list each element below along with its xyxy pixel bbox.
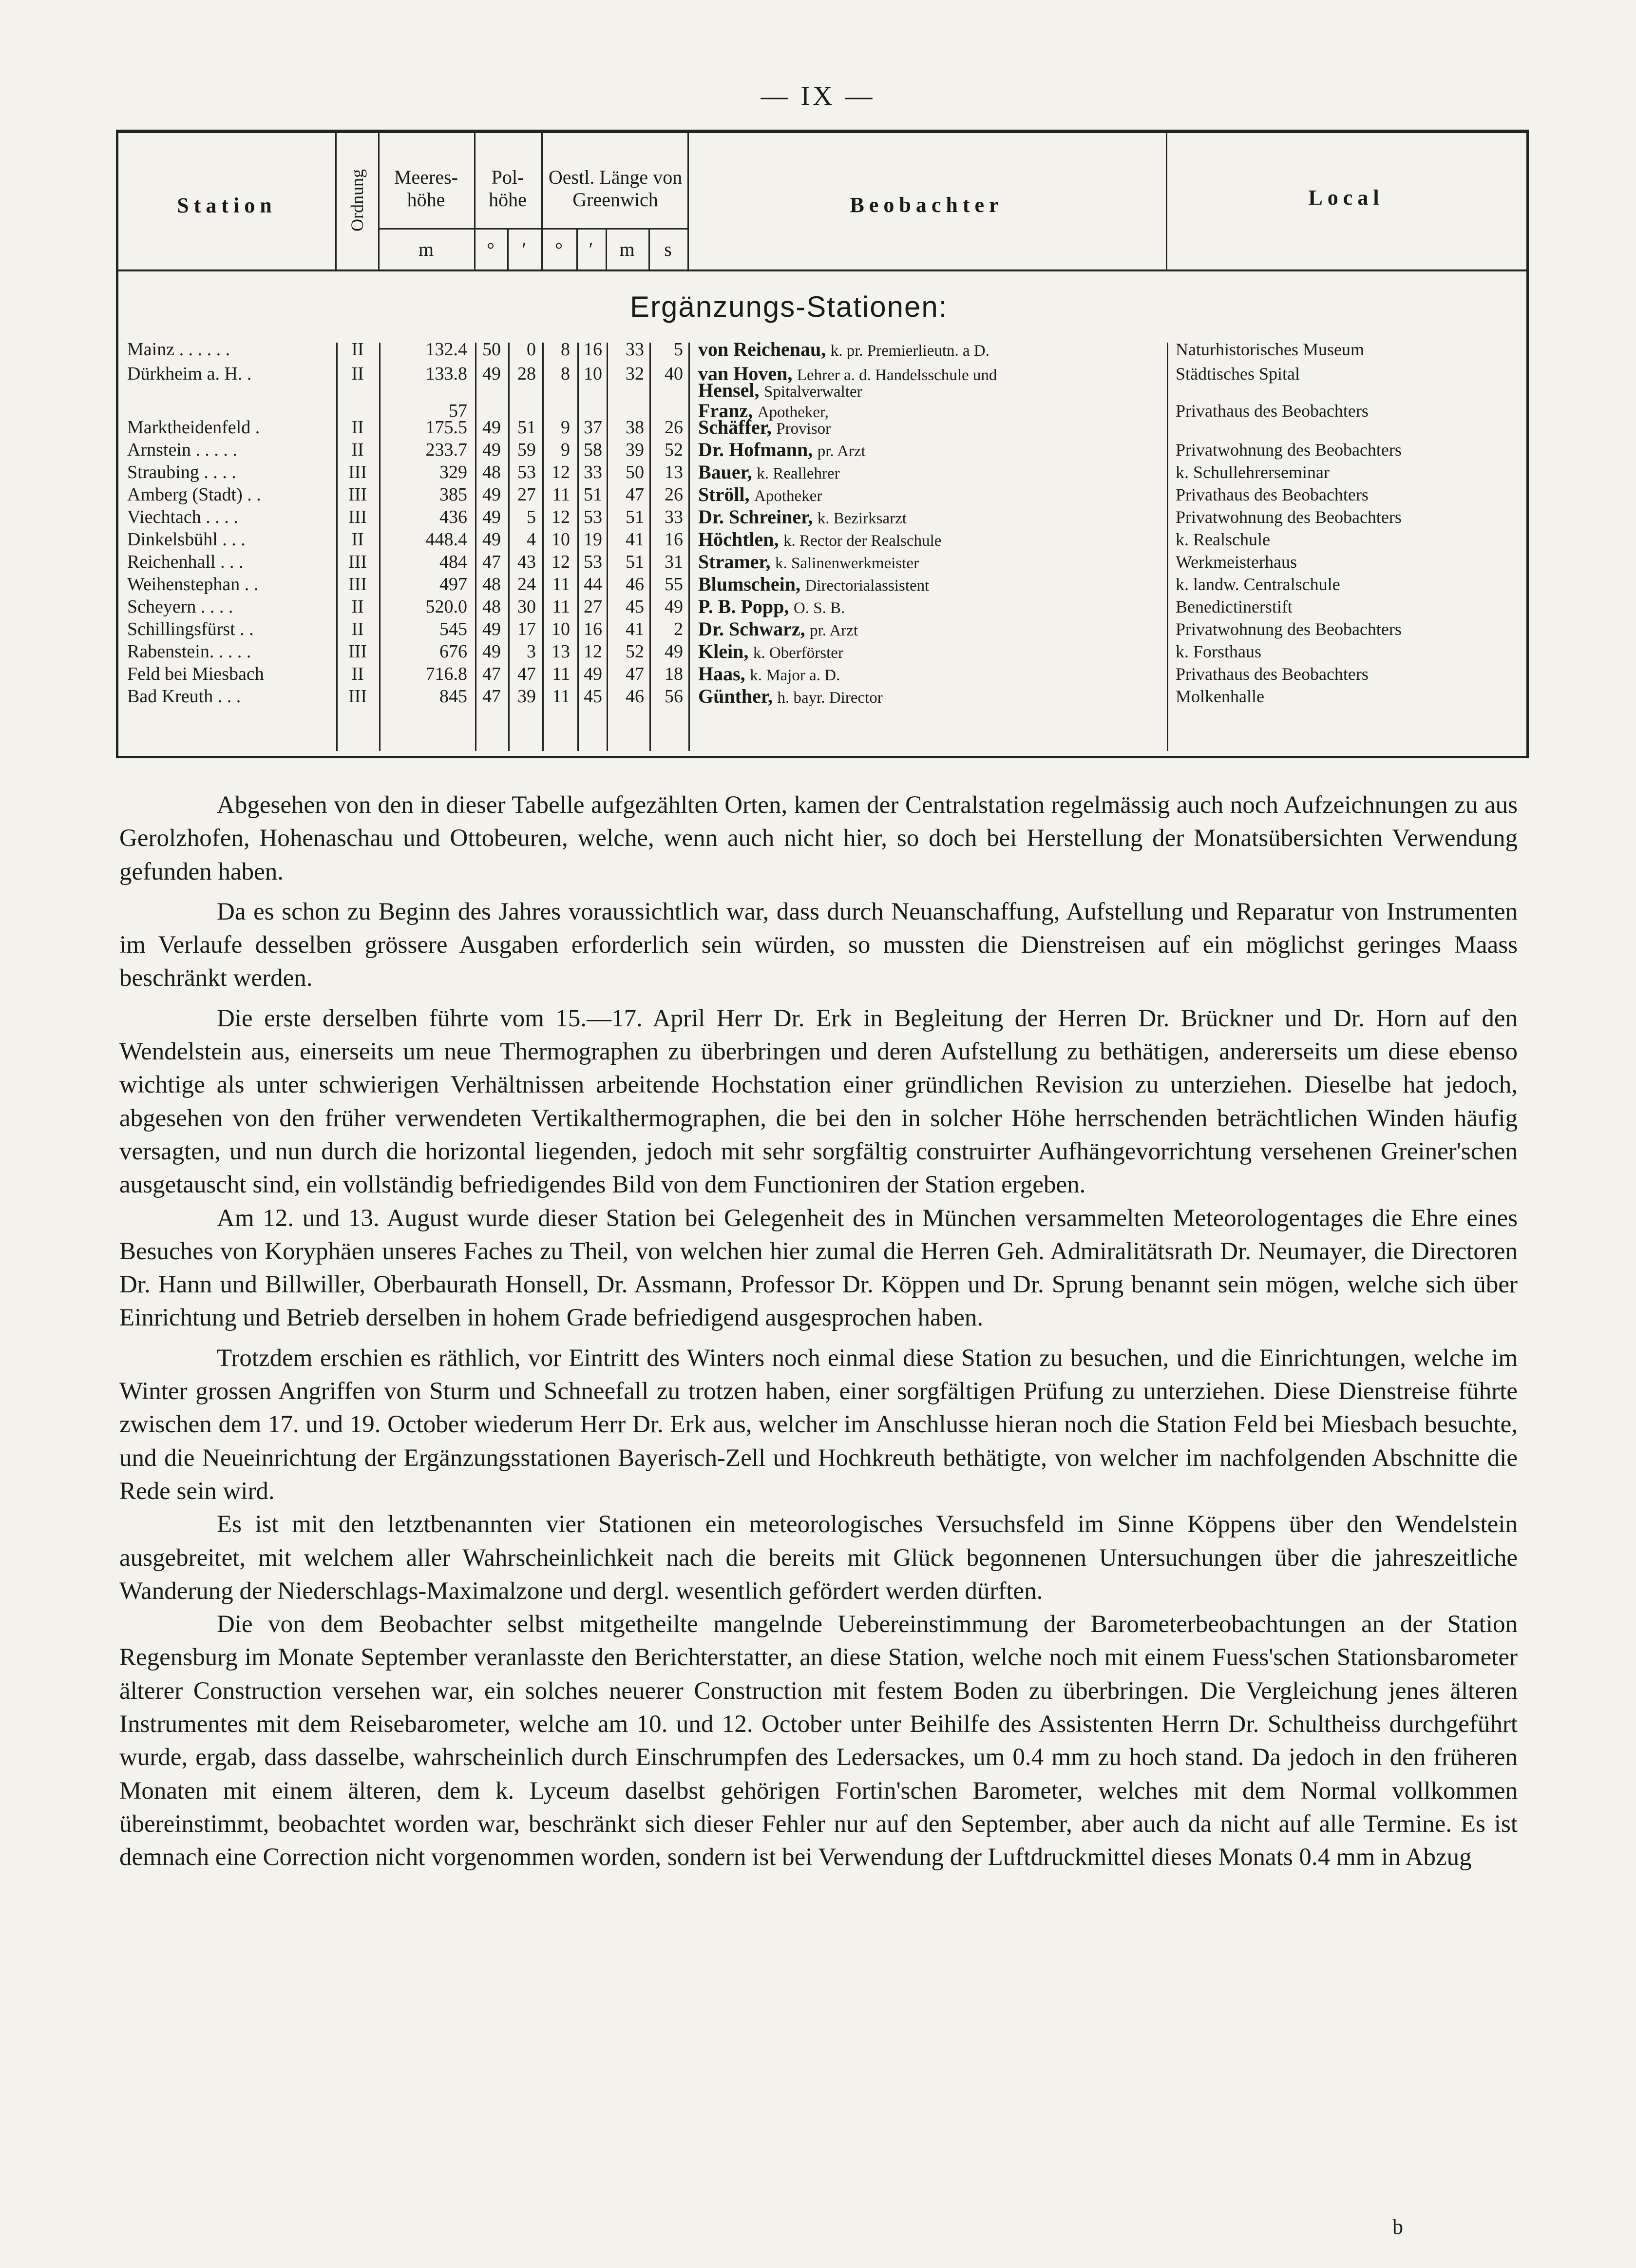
cell-local: Privatwohnung des Beobachters [1176, 507, 1402, 527]
cell-local: Naturhistorisches Museum [1176, 340, 1364, 359]
table-row [118, 528, 1526, 551]
header-laenge-min: ′ [589, 238, 593, 260]
table-row [118, 573, 1526, 596]
cell-lat-m: 0 [527, 339, 536, 360]
cell-local: k. Schullehrerseminar [1176, 462, 1330, 482]
cell-local: Privatwohnung des Beobachters [1176, 619, 1402, 639]
cell-observer [698, 461, 1161, 485]
cell-lat-m: 47 [517, 664, 536, 684]
cell-lon-d: 9 [561, 440, 570, 460]
table-row [118, 461, 1526, 484]
cell-height: 845 [439, 686, 467, 707]
cell-lat-m: 28 [517, 364, 536, 384]
cell-lat-m: 59 [517, 440, 536, 460]
cell-lat-d: 48 [482, 574, 501, 595]
cell-lat-m: 51 [517, 417, 536, 438]
observer-title: pr. Arzt [817, 442, 866, 460]
cell-lat-m: 43 [517, 552, 536, 572]
cell-lon-d: 11 [552, 664, 570, 684]
header-polhoehe-min: ′ [522, 238, 527, 260]
cell-lon-m: 12 [584, 641, 602, 662]
cell-lon-m: 16 [584, 619, 602, 639]
cell-lat-d: 49 [482, 364, 501, 384]
cell-observer [698, 595, 1161, 620]
cell-lat-d: 49 [482, 484, 501, 505]
cell-lon-d: 12 [552, 507, 570, 527]
cell-station: Scheyern . . . . [127, 596, 233, 617]
cell-lat-m: 27 [517, 484, 536, 505]
cell-height: 175.5 [425, 417, 467, 438]
cell-height: 448.4 [425, 529, 467, 550]
paragraph: Trotzdem erschien es räthlich, vor Eintritt des Winters noch einmal diese Station zu besuchen, und die Einrichtungen, welche im Winter grossen Angriffen von Sturm und Schneefall zu trotzen haben, einer sorgfältigen Prüfung zu unterziehen. Diese Dienstreise führte zwischen dem 17. und 19. October wiederum Herr Dr. Erk aus, welcher im Anschlusse hieran noch die Station Feld bei Miesbach besuchte, und die Neueinrichtung der Ergänzungsstationen Bayerisch-Zell und Hochkreuth bethätigte, von welcher im nachfolgenden Abschnitte die Rede sein wird. [119, 1344, 1518, 1505]
paragraph: Die erste derselben führte vom 15.—17. April Herr Dr. Erk in Begleitung der Herren Dr. Brückner und Dr. Horn auf den Wendelstein aus, einerseits um neue Thermographen zu überbringen und deren Aufstellung zu bethätigen, andererseits um diese ebenso wichtige als unter schwierigen Verhältnissen arbeitende Hochstation einer gründlichen Revision zu unterziehen. Dieselbe hat jedoch, abgesehen von den früher verwendeten Vertikalthermographen, die bei den in solcher Höhe herrschenden beträchtlichen Winden häufig versagten, und nun durch die horizontal liegenden, jedoch mit sehr sorgfältig construirter Aufhängevorrichtung versehenen Greiner'schen ausgetauscht sind, ein vollständig befriedigendes Bild von dem Functioniren der Station ergeben. [119, 1004, 1518, 1199]
cell-lon-m: 33 [584, 462, 602, 482]
cell-observer [698, 505, 1161, 530]
cell-lon-d: 8 [561, 364, 570, 384]
cell-lon-ts: 18 [665, 664, 683, 684]
cell-height: 484 [439, 552, 467, 572]
observer-title: O. S. B. [793, 599, 845, 617]
cell-lon-d: 12 [552, 462, 570, 482]
observer-name: Höchtlen, [698, 528, 779, 550]
observer-name: Blumschein, [698, 573, 801, 595]
cell-lon-tm: 45 [626, 596, 644, 617]
cell-lon-m: 27 [584, 596, 602, 617]
cell-observer [698, 617, 1161, 642]
observer-name: Bauer, [698, 461, 752, 483]
cell-station: Arnstein . . . . . [127, 440, 237, 460]
cell-lon-m: 49 [584, 664, 602, 684]
cell-observer [698, 416, 1161, 441]
cell-lat-d: 47 [482, 552, 501, 572]
cell-observer [698, 483, 1161, 508]
observer-title: Apotheker, [757, 404, 829, 421]
cell-lon-ts: 49 [665, 596, 683, 617]
cell-lat-d: 48 [482, 462, 501, 482]
cell-ord: III [348, 686, 367, 707]
observer-name: Ströll, [698, 483, 750, 505]
observer-name: Schäffer, [698, 416, 772, 438]
observer-name: Dr. Schreiner, [698, 506, 813, 528]
cell-lon-tm: 50 [626, 462, 644, 482]
cell-lon-ts: 26 [665, 417, 683, 438]
cell-lon-ts: 55 [665, 574, 683, 595]
cell-station: Viechtach . . . . [127, 507, 238, 527]
cell-observer [698, 573, 1161, 597]
cell-local: k. landw. Centralschule [1176, 575, 1340, 594]
cell-lon-tm: 46 [626, 574, 644, 595]
cell-observer [698, 338, 1161, 363]
cell-height: 329 [439, 462, 467, 482]
observer-title: Apotheker [754, 487, 822, 505]
cell-lon-tm: 38 [626, 417, 644, 438]
signature-mark: b [1392, 2215, 1403, 2239]
header-meereshoehe: Meeres-höhe [394, 166, 458, 211]
observer-title: k. pr. Premierlieutn. a D. [830, 342, 990, 360]
cell-lat-m: 30 [517, 596, 536, 617]
cell-height: 385 [439, 484, 467, 505]
cell-local: Werkmeisterhaus [1176, 552, 1297, 572]
table-row [118, 416, 1526, 439]
header-meereshoehe-unit: m [418, 238, 434, 260]
cell-lon-ts: 40 [665, 364, 683, 384]
paragraph: Da es schon zu Beginn des Jahres voraussichtlich war, dass durch Neuanschaffung, Aufstellung und Reparatur von Instrumenten im Verlaufe desselben grössere Ausgaben erforderlich sein würden, so mussten die Dienstreisen auf ein möglichst geringes Maass beschränkt werden. [119, 898, 1518, 992]
cell-local: Privathaus des Beobachters [1176, 485, 1369, 504]
cell-ord: II [351, 417, 364, 438]
cell-lon-m: 58 [584, 440, 602, 460]
observer-name: Dr. Hofmann, [698, 439, 813, 461]
header-ordnung: Ordnung [347, 169, 367, 231]
header-laenge-m: m [619, 238, 635, 260]
cell-lon-ts: 16 [665, 529, 683, 550]
cell-lon-tm: 33 [626, 339, 644, 360]
header-laenge-s: s [664, 238, 672, 260]
observer-title: k. Salinenwerkmeister [775, 555, 919, 572]
cell-lon-ts: 52 [665, 440, 683, 460]
cell-lon-tm: 46 [626, 686, 644, 707]
observer-title: k. Rector der Realschule [783, 532, 942, 550]
header-station: Station [177, 193, 277, 217]
observer-title: k. Reallehrer [757, 465, 840, 482]
cell-lon-d: 11 [552, 574, 570, 595]
cell-lon-tm: 41 [626, 529, 644, 550]
cell-height: 57 [449, 401, 467, 421]
cell-lon-d: 9 [561, 417, 570, 438]
cell-lon-m: 44 [584, 574, 602, 595]
cell-height: 676 [439, 641, 467, 662]
cell-station: Dürkheim a. H. . [127, 364, 252, 384]
cell-lon-ts: 56 [665, 686, 683, 707]
cell-ord: II [351, 529, 364, 550]
cell-ord: II [351, 664, 364, 684]
cell-ord: III [348, 641, 367, 662]
observer-name: Franz, [698, 400, 753, 422]
cell-local: k. Realschule [1176, 530, 1270, 549]
cell-local: Städtisches Spital [1176, 364, 1300, 384]
cell-station: Marktheidenfeld . [127, 417, 260, 438]
cell-lat-d: 49 [482, 417, 501, 438]
cell-height: 233.7 [425, 440, 467, 460]
cell-ord: III [348, 507, 367, 527]
cell-height: 132.4 [425, 339, 467, 360]
cell-observer [698, 685, 1161, 710]
cell-lon-m: 53 [584, 507, 602, 527]
cell-lat-m: 39 [517, 686, 536, 707]
cell-local: k. Forsthaus [1176, 642, 1262, 661]
cell-lon-d: 11 [552, 596, 570, 617]
observer-name: Günther, [698, 685, 773, 707]
body-text [119, 788, 1518, 1874]
cell-ord: III [348, 552, 367, 572]
cell-local: Benedictinerstift [1176, 597, 1293, 616]
cell-station: Bad Kreuth . . . [127, 686, 241, 707]
cell-station: Schillingsfürst . . [127, 619, 254, 639]
cell-lon-m: 45 [584, 686, 602, 707]
observer-name: Klein, [698, 640, 749, 662]
cell-lat-d: 47 [482, 686, 501, 707]
cell-lat-m: 17 [517, 619, 536, 639]
header-polhoehe-deg: ° [487, 238, 495, 260]
cell-ord: II [351, 596, 364, 617]
observer-title: pr. Arzt [810, 622, 858, 639]
table-row [118, 685, 1526, 708]
cell-height: 497 [439, 574, 467, 595]
cell-lat-m: 53 [517, 462, 536, 482]
station-table [116, 130, 1529, 758]
table-row [118, 438, 1526, 461]
cell-lat-d: 50 [482, 339, 501, 360]
cell-lon-m: 10 [584, 364, 602, 384]
cell-ord: III [348, 462, 367, 482]
cell-lon-d: 12 [552, 552, 570, 572]
cell-ord: II [351, 619, 364, 639]
cell-lon-d: 11 [552, 484, 570, 505]
paragraph: Am 12. und 13. August wurde dieser Station bei Gelegenheit des in München versammelten Meteorologentages die Ehre eines Besuches von Koryphäen unseres Faches zu Theil, von welchen hier zumal die Herren Geh. Admiralitätsrath Dr. Neumayer, die Directoren Dr. Hann und Billwiller, Oberbaurath Honsell, Dr. Assmann, Professor Dr. Köppen und Dr. Sprung benannt sein mögen, welche sich über Einrichtung und Betrieb derselben in hohem Grade befriedigend ausgesprochen haben. [119, 1204, 1518, 1332]
table-row [118, 379, 1526, 402]
cell-lat-d: 49 [482, 619, 501, 639]
table-row [118, 483, 1526, 506]
cell-observer [698, 550, 1161, 575]
cell-lon-d: 8 [561, 339, 570, 360]
observer-name: Dr. Schwarz, [698, 618, 805, 640]
header-polhoehe: Pol-höhe [489, 166, 527, 211]
observer-name: Stramer, [698, 551, 771, 573]
cell-station: Dinkelsbühl . . . [127, 529, 246, 550]
observer-name: Haas, [698, 663, 745, 685]
cell-lon-tm: 52 [626, 641, 644, 662]
observer-name: van Hoven, [698, 363, 793, 384]
cell-lat-d: 49 [482, 440, 501, 460]
section-title: Ergänzungs-Stationen: [630, 290, 948, 323]
cell-lon-m: 51 [584, 484, 602, 505]
paragraph: Die von dem Beobachter selbst mitgetheilte mangelnde Uebereinstimmung der Barometerbeobachtungen an der Station Regensburg im Monate September veranlasste den Berichterstatter, an diese Station, welche noch mit einem Fuess'schen Stationsbarometer älterer Construction versehen war, ein solches neuerer Construction mit festem Boden zu überbringen. Die Vergleichung jenes älteren Instrumentes mit dem Reisebarometer, welche am 10. und 12. October unter Beihilfe des Assistenten Herrn Dr. Schultheiss durchgeführt wurde, ergab, dass dasselbe, wahrscheinlich durch Einschrumpfen des Ledersackes, um 0.4 mm zu hoch stand. Da jedoch in den früheren Monaten mit einem älteren, dem k. Lyceum daselbst gehörigen Fortin'schen Barometer, welches mit dem Normal vollkommen übereinstimmt, beobachtet worden war, beschränkt sich dieser Fehler nur auf den September, aber auch da nicht auf alle Termine. Es ist demnach eine Correction nicht vorgenommen worden, sondern ist bei Verwendung der Luftdruckmittel dieses Monats 0.4 mm in Abzug [119, 1611, 1518, 1871]
cell-station: Rabenstein. . . . . [127, 641, 251, 662]
paragraph: Es ist mit den letztbenannten vier Stationen ein meteorologisches Versuchsfeld im Sinne Köppens über den Wendelstein ausgebreitet, mit welchem aller Wahrscheinlichkeit nach die bereits mit Glück begonnenen Untersuchungen über die jahreszeitliche Wanderung der Niederschlags-Maximalzone und dergl. wesentlich gefördert werden dürften. [119, 1511, 1518, 1605]
cell-observer [698, 640, 1161, 665]
cell-height: 520.0 [425, 596, 467, 617]
cell-lat-m: 24 [517, 574, 536, 595]
cell-lon-m: 16 [584, 339, 602, 360]
page-number: — IX — [761, 81, 875, 111]
cell-lon-ts: 26 [665, 484, 683, 505]
table-row [118, 662, 1526, 686]
cell-observer [698, 438, 1161, 463]
cell-lon-ts: 31 [665, 552, 683, 572]
observer-title: Directorialassistent [805, 577, 930, 595]
observer-name: P. B. Popp, [698, 596, 789, 617]
observer-title: k. Major a. D. [750, 667, 840, 684]
cell-observer [698, 528, 1161, 553]
table-row [118, 550, 1526, 574]
cell-station: Straubing . . . . [127, 462, 236, 482]
header-laenge: Oestl. Länge von Greenwich [548, 166, 683, 211]
cell-lat-d: 48 [482, 596, 501, 617]
table-row [118, 617, 1526, 641]
observer-title: Provisor [776, 420, 831, 438]
cell-lon-d: 10 [552, 619, 570, 639]
cell-lon-tm: 47 [626, 484, 644, 505]
cell-lon-ts: 33 [665, 507, 683, 527]
cell-ord: II [351, 364, 364, 384]
cell-lon-ts: 2 [674, 619, 683, 639]
cell-lon-tm: 51 [626, 552, 644, 572]
cell-local: Privathaus des Beobachters [1176, 401, 1369, 421]
observer-name: Hensel, [698, 379, 760, 401]
cell-ord: III [348, 484, 367, 505]
table-row [118, 640, 1526, 663]
cell-height: 436 [439, 507, 467, 527]
cell-station: Weihenstephan . . [127, 574, 259, 595]
observer-title: k. Oberförster [753, 644, 843, 662]
observer-name: von Reichenau, [698, 338, 826, 360]
cell-lat-d: 49 [482, 507, 501, 527]
cell-height: 545 [439, 619, 467, 639]
cell-lon-tm: 32 [626, 364, 644, 384]
cell-lat-m: 3 [527, 641, 536, 662]
cell-ord: II [351, 339, 364, 360]
cell-lat-m: 4 [527, 529, 536, 550]
cell-local: Privathaus des Beobachters [1176, 664, 1369, 684]
observer-title: h. bayr. Director [777, 689, 883, 707]
cell-station: Reichenhall . . . [127, 552, 244, 572]
cell-height: 133.8 [425, 364, 467, 384]
cell-lon-ts: 5 [674, 339, 683, 360]
header-local: Local [1308, 186, 1384, 210]
cell-lon-m: 19 [584, 529, 602, 550]
table-row [118, 595, 1526, 618]
header-laenge-deg: ° [555, 238, 563, 260]
cell-lon-d: 10 [552, 529, 570, 550]
cell-local: Privatwohnung des Beobachters [1176, 440, 1402, 460]
cell-lon-tm: 39 [626, 440, 644, 460]
cell-observer [698, 662, 1161, 687]
cell-lon-d: 13 [552, 641, 570, 662]
table-row [118, 338, 1526, 361]
cell-lon-d: 11 [552, 686, 570, 707]
cell-lon-tm: 47 [626, 664, 644, 684]
cell-local: Molkenhalle [1176, 687, 1264, 706]
table-header [118, 133, 1526, 271]
observer-title: k. Bezirksarzt [817, 510, 907, 527]
cell-lon-m: 53 [584, 552, 602, 572]
cell-lon-ts: 13 [665, 462, 683, 482]
cell-ord: II [351, 440, 364, 460]
cell-ord: III [348, 574, 367, 595]
table-row [118, 505, 1526, 529]
cell-lon-m: 37 [584, 417, 602, 438]
cell-station: Feld bei Miesbach [127, 664, 264, 684]
observer-title: Spitalverwalter [764, 383, 862, 401]
cell-lon-ts: 49 [665, 641, 683, 662]
cell-lon-tm: 41 [626, 619, 644, 639]
cell-height: 716.8 [425, 664, 467, 684]
cell-station: Mainz . . . . . . [127, 339, 230, 360]
cell-lat-d: 49 [482, 641, 501, 662]
cell-station: Amberg (Stadt) . . [127, 484, 261, 505]
cell-lat-d: 47 [482, 664, 501, 684]
paragraph: Abgesehen von den in dieser Tabelle aufgezählten Orten, kamen der Centralstation regelmässig auch noch Aufzeichnungen zu aus Gerolzhofen, Hohenaschau und Ottobeuren, welche, wenn auch nicht hier, so doch bei Herstellung der Monatsübersichten Verwendung gefunden haben. [119, 791, 1518, 885]
observer-title: Lehrer a. d. Handelsschule und [797, 366, 997, 384]
header-beobachter: Beobachter [850, 193, 1004, 217]
cell-lat-d: 49 [482, 529, 501, 550]
cell-lon-tm: 51 [626, 507, 644, 527]
cell-lat-m: 5 [527, 507, 536, 527]
